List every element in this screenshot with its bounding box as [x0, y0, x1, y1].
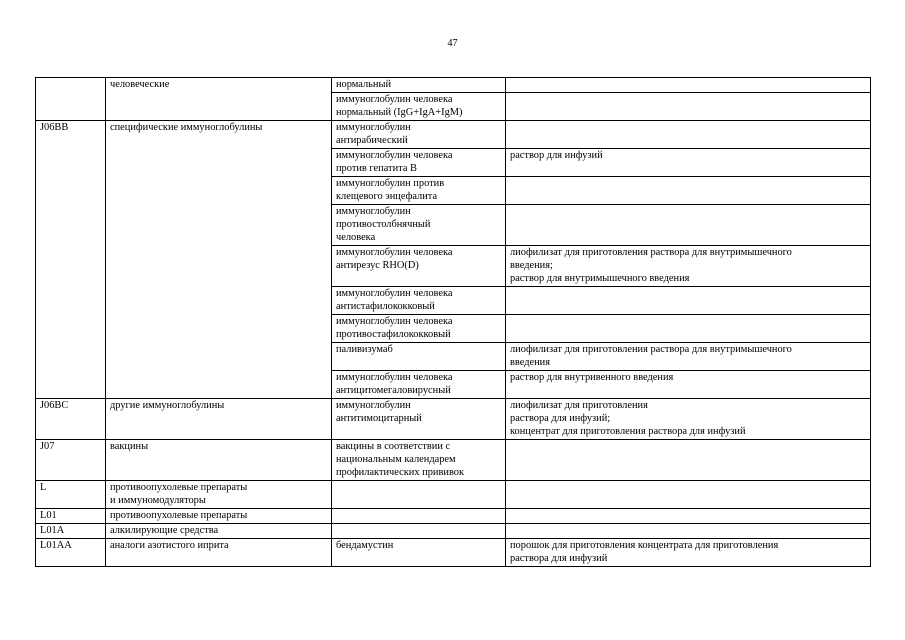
dosage-form-cell — [506, 509, 871, 524]
drug-name-cell: иммуноглобулин антитимоцитарный — [332, 399, 506, 440]
atc-code-cell: J07 — [36, 440, 106, 481]
drug-name-cell: иммуноглобулин противостолбнячный человека — [332, 205, 506, 246]
table-row — [36, 524, 871, 539]
group-name-cell: противоопухолевые препараты и иммуномодуляторы — [106, 481, 332, 509]
drug-name-cell: иммуноглобулин человека противостафилококковый — [332, 315, 506, 343]
drug-name-cell: иммуноглобулин человека антирезус RHO(D) — [332, 246, 506, 287]
atc-code-cell — [36, 78, 106, 121]
drug-name-cell — [332, 524, 506, 539]
dosage-form-cell — [506, 78, 871, 93]
page-number: 47 — [447, 38, 458, 49]
dosage-form-cell — [506, 93, 871, 121]
group-name-cell: другие иммуноглобулины — [106, 399, 332, 440]
dosage-form-cell — [506, 177, 871, 205]
dosage-form-cell — [506, 481, 871, 509]
drug-name-cell: бендамустин — [332, 539, 506, 567]
group-name-cell: вакцины — [106, 440, 332, 481]
dosage-form-cell — [506, 287, 871, 315]
drug-name-cell — [332, 509, 506, 524]
drug-classification-table — [35, 77, 871, 567]
table-row — [36, 539, 871, 567]
table-row — [36, 440, 871, 481]
dosage-form-cell — [506, 440, 871, 481]
drug-name-cell: паливизумаб — [332, 343, 506, 371]
group-name-cell: аналоги азотистого иприта — [106, 539, 332, 567]
dosage-form-cell — [506, 524, 871, 539]
dosage-form-cell: лиофилизат для приготовления раствора для внутримышечного введения — [506, 343, 871, 371]
dosage-form-cell: лиофилизат для приготовления раствора для инфузий; концентрат для приготовления раствора для инфузий — [506, 399, 871, 440]
table-row — [36, 509, 871, 524]
group-name-cell: противоопухолевые препараты — [106, 509, 332, 524]
group-name-cell: человеческие — [106, 78, 332, 121]
table-row — [36, 121, 871, 149]
drug-name-cell: иммуноглобулин человека антицитомегаловирусный — [332, 371, 506, 399]
atc-code-cell: J06BC — [36, 399, 106, 440]
atc-code-cell: L01 — [36, 509, 106, 524]
drug-name-cell: нормальный — [332, 78, 506, 93]
drug-name-cell: иммуноглобулин человека антистафилококковый — [332, 287, 506, 315]
drug-name-cell: иммуноглобулин против клещевого энцефалита — [332, 177, 506, 205]
drug-name-cell: иммуноглобулин антирабический — [332, 121, 506, 149]
table-row — [36, 78, 871, 93]
dosage-form-cell: порошок для приготовления концентрата для приготовления раствора для инфузий — [506, 539, 871, 567]
atc-code-cell: L — [36, 481, 106, 509]
group-name-cell: специфические иммуноглобулины — [106, 121, 332, 399]
group-name-cell: алкилирующие средства — [106, 524, 332, 539]
drug-name-cell — [332, 481, 506, 509]
table-row — [36, 399, 871, 440]
atc-code-cell: J06BB — [36, 121, 106, 399]
dosage-form-cell — [506, 205, 871, 246]
dosage-form-cell: лиофилизат для приготовления раствора для внутримышечного введения; раствор для внутримышечного введения — [506, 246, 871, 287]
atc-code-cell: L01A — [36, 524, 106, 539]
drug-name-cell: иммуноглобулин человека против гепатита B — [332, 149, 506, 177]
dosage-form-cell: раствор для инфузий — [506, 149, 871, 177]
dosage-form-cell: раствор для внутривенного введения — [506, 371, 871, 399]
drug-name-cell: вакцины в соответствии с национальным календарем профилактических прививок — [332, 440, 506, 481]
dosage-form-cell — [506, 315, 871, 343]
drug-name-cell: иммуноглобулин человека нормальный (IgG+IgA+IgM) — [332, 93, 506, 121]
dosage-form-cell — [506, 121, 871, 149]
table-row — [36, 481, 871, 509]
atc-code-cell: L01AA — [36, 539, 106, 567]
